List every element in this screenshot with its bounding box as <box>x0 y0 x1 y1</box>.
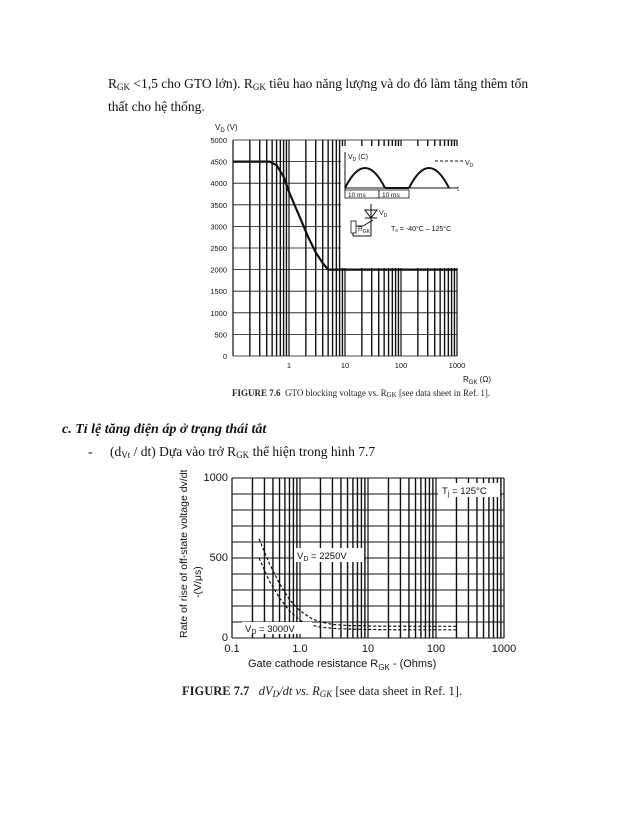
vd-2250v-label: $V_D = 2250V$ <box>297 551 347 563</box>
x-tick-label: 100 <box>394 361 408 370</box>
section-c-heading: c. Tỉ lệ tăng điện áp ở trạng thái tắt <box>62 422 267 437</box>
waveform-inset <box>341 146 503 268</box>
x-tick-label: 100 <box>426 643 446 655</box>
y-axis-unit-label: -(V/μs) <box>192 566 204 598</box>
inset-vd-label: $V_D$ (C) <box>348 154 368 163</box>
section-c-bullet: - $(d_{Vt} / dt)$ Dựa vào trở $R_{GK}$ thể hiện trong hình 7.7 <box>88 444 376 460</box>
y-tick-label: 500 <box>209 552 228 564</box>
inset-10ms-label: 10 ms <box>348 192 366 199</box>
x-tick-label: 1.0 <box>292 643 308 655</box>
figure-7-6-caption: FIGURE 7.6 GTO blocking voltage vs. RGK [see data sheet in Ref. 1]. <box>232 388 491 399</box>
subscript: GK <box>252 82 266 92</box>
inset-t-label: t <box>457 186 459 193</box>
text-line-2: thất cho hệ thống. <box>108 99 205 114</box>
y-tick-label: 1000 <box>210 308 227 318</box>
y-tick-label: 500 <box>214 330 227 340</box>
figure-7-7-caption: FIGURE 7.7 dVD/dt vs. RGK [see data sheet in Ref. 1]. <box>182 684 463 699</box>
y-tick-label: 2000 <box>210 265 227 275</box>
y-tick-label: 0 <box>222 352 227 361</box>
x-tick-label: 1000 <box>491 643 517 655</box>
text-segment: <1,5 cho GTO lớn). R <box>130 76 253 91</box>
figure-7-7-chart <box>170 470 530 680</box>
y-axis-label: Rate of rise of off-state voltage dv/dt <box>178 470 190 638</box>
x-axis-label: Gate cathode resistance $R_{GK}$ - (Ohms) <box>248 658 437 672</box>
y-tick-label: 1000 <box>203 472 228 484</box>
figure-7-6-chart <box>195 118 515 388</box>
y-tick-label: 4000 <box>210 179 227 189</box>
text-segment: tiêu hao năng lượng và do đó làm tăng thêm tổn <box>265 76 529 91</box>
x-tick-label: 10 <box>340 361 350 370</box>
y-tick-label: 2500 <box>210 244 227 253</box>
x-tick-label: 1000 <box>448 361 466 370</box>
text-rgk: R <box>108 76 118 91</box>
y-tick-label: 3000 <box>210 222 227 232</box>
y-tick-label: 1500 <box>210 287 227 297</box>
y-tick-label: 0 <box>221 632 228 644</box>
inset-temp-label: Tₐ = -40°C – 125°C <box>391 226 452 233</box>
vd-3000v-label: $V_D = 3000V$ <box>245 624 295 636</box>
y-tick-label: 5000 <box>210 136 227 145</box>
inset-vd-right-label: $V_D$ <box>465 160 474 169</box>
temperature-label: $T_j = 125^\circ C$ <box>442 486 487 498</box>
y-tick-label: 3500 <box>210 200 227 210</box>
y-axis-label: $V_D$ (V) <box>215 123 238 134</box>
inset-10ms-label: 10 ms <box>382 192 400 199</box>
x-tick-label: 0.1 <box>224 643 240 655</box>
subscript: GK <box>117 82 131 92</box>
x-axis-label: $R_{GK}$ (Ω) <box>463 375 491 386</box>
intro-paragraph <box>108 74 568 116</box>
inset-rgk-label: $R_{GK}$ <box>358 226 370 235</box>
x-tick-label: 10 <box>361 643 375 655</box>
y-tick-label: 4500 <box>210 157 227 167</box>
inset-vd-gto-label: $V_D$ <box>379 210 388 219</box>
x-tick-label: 1 <box>286 361 292 370</box>
